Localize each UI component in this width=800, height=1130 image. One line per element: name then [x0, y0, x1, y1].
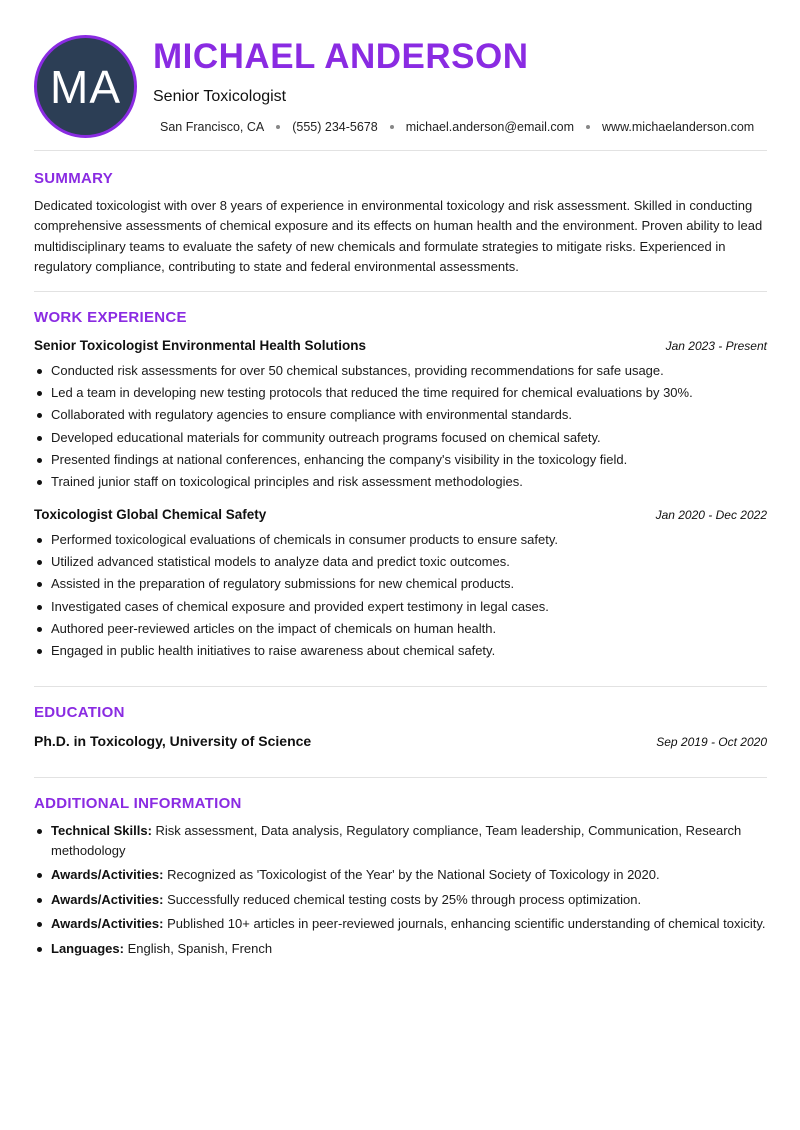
avatar [34, 35, 137, 138]
job-header [34, 338, 767, 353]
item-text: Published 10+ articles in peer-reviewed journals, enhancing scientific understanding of chemical toxicity. [163, 916, 766, 931]
additional-list [34, 821, 767, 963]
candidate-title: Senior Toxicologist [153, 88, 287, 105]
bullet-separator [390, 125, 394, 129]
contact-location: San Francisco, CA [160, 120, 265, 134]
summary-heading: SUMMARY [34, 170, 114, 187]
list-item: Trained junior staff on toxicological principles and risk assessment methodologies. [34, 471, 767, 493]
job-role: Senior Toxicologist Environmental Health Solutions [34, 338, 367, 353]
item-label: Awards/Activities: [51, 891, 164, 907]
item-label: Languages: [51, 940, 124, 956]
contact-website[interactable]: www.michaelanderson.com [602, 120, 755, 134]
candidate-name: MICHAEL ANDERSON [153, 37, 529, 76]
list-item: Conducted risk assessments for over 50 chemical substances, providing recommendations for safe usage. [34, 360, 767, 382]
additional-heading: ADDITIONAL INFORMATION [34, 795, 242, 812]
item-label: Awards/Activities: [51, 867, 164, 882]
job-role: Toxicologist Global Chemical Safety [34, 507, 267, 522]
list-item [34, 914, 767, 934]
list-item: Led a team in developing new testing protocols that reduced the time required for chemical evaluations by 30%. [34, 382, 767, 404]
education-degree: Ph.D. in Toxicology, University of Science [34, 733, 312, 749]
list-item: Presented findings at national conferences, enhancing the company's visibility in the toxicology field. [34, 449, 767, 471]
list-item [34, 865, 767, 885]
list-item [34, 890, 767, 910]
list-item: Assisted in the preparation of regulatory submissions for new chemical products. [34, 573, 767, 595]
contact-line [160, 120, 754, 134]
divider [34, 150, 767, 151]
bullet-separator [586, 125, 590, 129]
bullet-separator [276, 125, 280, 129]
summary-text: Dedicated toxicologist with over 8 years of experience in environmental toxicology and risk assessment. Skilled in conducting comprehensive assessments of chemical exposure and its effects on human health and the environment. Proven ability to lead multidisciplinary teams to evaluate the safety of new chemicals and formulate strategies to mitigate risks. Experienced in regulatory compliance, contributing to state and federal environmental assessments. [34, 198, 763, 274]
education-entry [34, 733, 767, 749]
item-text: Recognized as 'Toxicologist of the Year' by the National Society of Toxicology in 2020. [163, 867, 660, 882]
list-item: Performed toxicological evaluations of chemicals in consumer products to ensure safety. [34, 529, 767, 551]
contact-phone: (555) 234-5678 [292, 120, 378, 134]
divider [34, 291, 767, 292]
item-text: English, Spanish, French [123, 940, 273, 956]
avatar-initials: MA [50, 60, 121, 113]
list-item: Utilized advanced statistical models to analyze data and predict toxic outcomes. [34, 551, 767, 573]
education-date: Sep 2019 - Oct 2020 [656, 735, 767, 749]
job-date: Jan 2023 - Present [665, 339, 767, 353]
item-label: Technical Skills: [51, 823, 152, 838]
job-bullets [34, 360, 767, 493]
job-bullets [34, 529, 767, 662]
divider [34, 777, 767, 778]
experience-heading: WORK EXPERIENCE [34, 309, 187, 326]
item-text: Successfully reduced chemical testing costs by 25% through process optimization. [163, 891, 642, 907]
item-text: Risk assessment, Data analysis, Regulatory compliance, Team leadership, Communication, Research methodology [51, 823, 742, 858]
list-item: Developed educational materials for community outreach programs focused on chemical safety. [34, 427, 767, 449]
list-item: Authored peer-reviewed articles on the impact of chemicals on human health. [34, 618, 767, 640]
contact-email[interactable]: michael.anderson@email.com [405, 120, 575, 134]
list-item [34, 821, 767, 860]
resume-header [0, 0, 800, 150]
list-item [34, 939, 767, 959]
list-item: Investigated cases of chemical exposure and provided expert testimony in legal cases. [34, 596, 767, 618]
education-heading: EDUCATION [34, 704, 125, 721]
list-item: Collaborated with regulatory agencies to ensure compliance with environmental standards. [34, 404, 767, 426]
job-header [34, 507, 767, 522]
list-item: Engaged in public health initiatives to raise awareness about chemical safety. [34, 640, 767, 662]
job-date: Jan 2020 - Dec 2022 [655, 508, 767, 522]
item-label: Awards/Activities: [51, 916, 164, 931]
divider [34, 686, 767, 687]
